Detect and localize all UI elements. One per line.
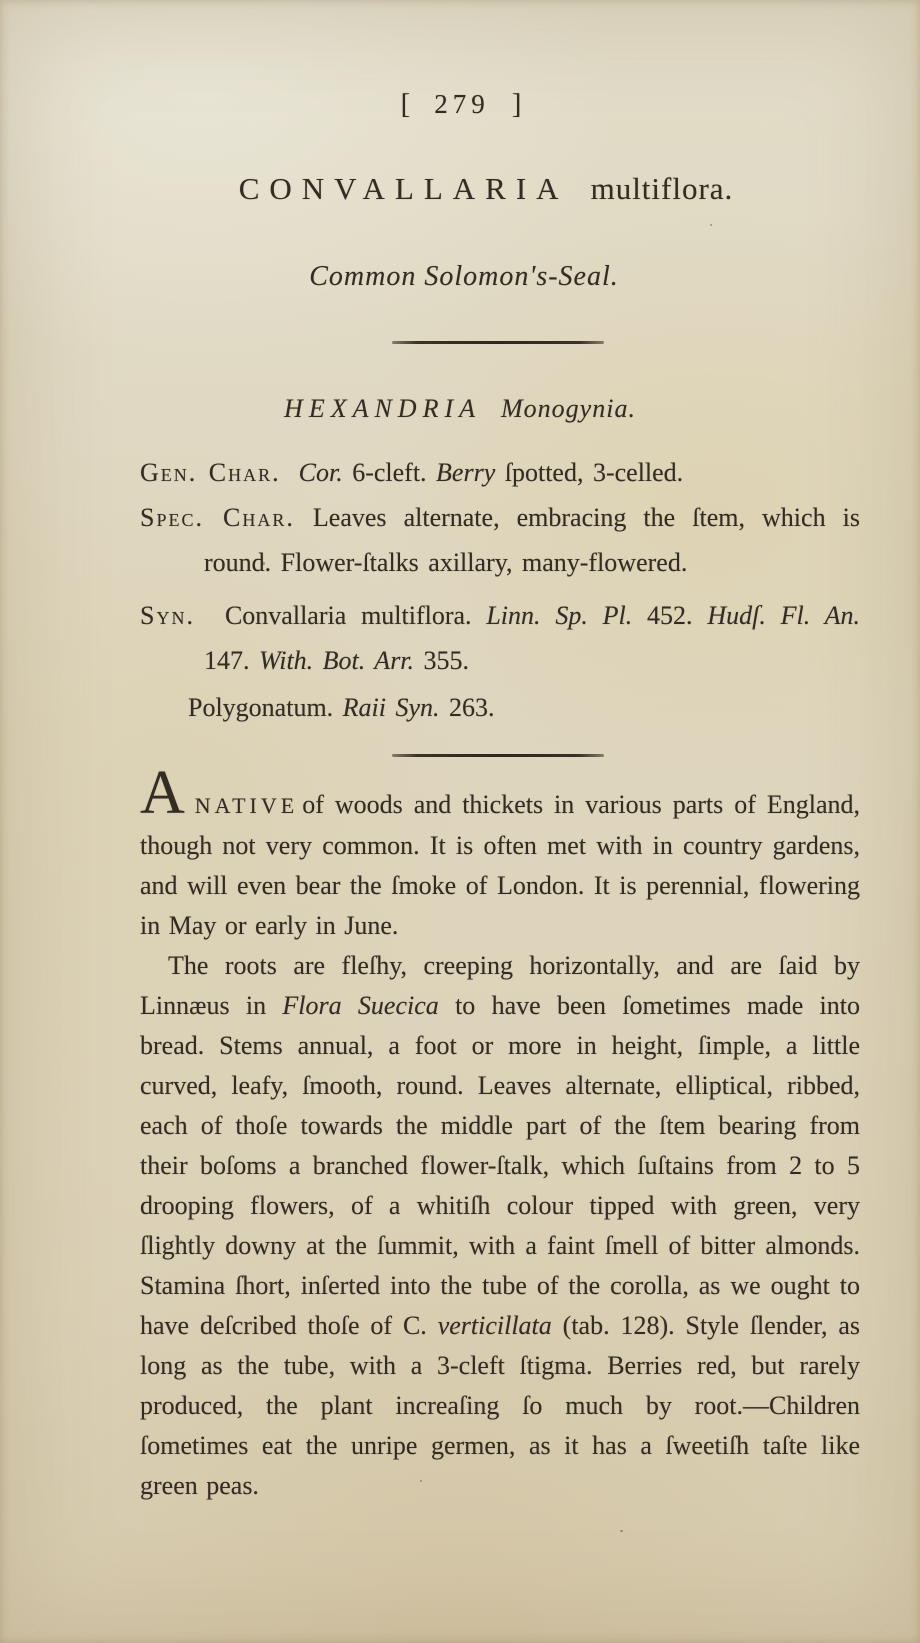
gen-char-label: Gen. Char. xyxy=(140,458,281,487)
paragraph-run: to have been ſometimes made into bread. Stems annual, a foot or more in height, ſimple, a little curved, leafy, ſmooth, round. Leaves alternate, elliptical, ribbed, each of thoſe towards the middle part of the ſtem bearing from their boſoms a branched flower-ſtalk, which ſuſtains from 2 to 5 drooping flowers, of a whitiſh colour tipped with green, very ſlightly downy at the ſummit, with a faint ſmell of bitter almonds. Stamina ſhort, inſerted into the tube of the corolla, as we ought to have deſcribed thoſe of C. xyxy=(140,991,860,1340)
syn-run: 452. xyxy=(632,601,708,630)
description-paragraph-1 xyxy=(140,759,860,946)
spec-char-text: Leaves alternate, embracing the ſtem, which is round. Flower-ſtalks axillary, many-flowered. xyxy=(204,503,860,577)
spec-char-label: Spec. Char. xyxy=(140,503,295,532)
description-text xyxy=(140,759,860,1506)
syn-run: 355. xyxy=(414,646,470,675)
drop-cap: A xyxy=(140,759,187,827)
common-name: Common Solomon's-Seal. xyxy=(309,261,619,292)
syn-run: Hudſ. Fl. An. xyxy=(707,601,860,630)
syn-run: Raii Syn. xyxy=(342,693,440,722)
species-title xyxy=(126,171,846,207)
gen-char-run: Cor. xyxy=(298,458,343,487)
page-number-value: 279 xyxy=(434,89,490,119)
gen-char-run: 6-cleft. xyxy=(342,458,437,487)
syn-run: Polygonatum. xyxy=(188,693,343,722)
generic-character-entry xyxy=(140,450,860,495)
character-entries xyxy=(140,450,860,730)
syn-run: 263. xyxy=(439,693,495,722)
genus-name: CONVALLARIA xyxy=(238,171,569,206)
paragraph-run: verticillata xyxy=(437,1311,552,1340)
divider-rule-top xyxy=(392,341,604,344)
description-paragraph-2 xyxy=(140,946,860,1506)
paragraph-text: of woods and thickets in various parts of England, though not very common. It is often met with in country gardens, and will even bear the ſmoke of London. It is perennial, flowering in May or early in June. xyxy=(140,790,860,940)
divider-rule-middle xyxy=(392,754,604,757)
page-number xyxy=(102,88,822,121)
syn-run: With. Bot. Arr. xyxy=(259,646,415,675)
linnaean-class: HEXANDRIA xyxy=(284,394,482,423)
lead-word: NATIVE xyxy=(194,793,299,818)
species-epithet: multiflora. xyxy=(590,171,734,206)
paragraph-run: (tab. 128). Style ſlender, as long as the tube, with a 3-cleft ſtigma. Berries red, but rarely produced, the plant increaſing ſo much by root.—Children ſometimes eat the unripe germen, as it has a ſweetiſh taſte like green peas. xyxy=(140,1311,860,1500)
syn-run: Convallaria multiflora. xyxy=(224,601,487,630)
synonym-entry xyxy=(140,685,860,730)
syn-run: 147. xyxy=(204,646,259,675)
specific-character-entry xyxy=(140,495,860,585)
gen-char-run: ſpotted, 3-celled. xyxy=(495,458,684,487)
paragraph-run: The roots are fleſhy, creeping horizontally, and are ſaid by Linnæus in xyxy=(140,951,860,1020)
page-number-open-bracket: [ xyxy=(400,88,413,120)
linnaean-order: Monogynia. xyxy=(501,394,636,423)
paragraph-run: Flora Suecica xyxy=(282,991,439,1020)
gen-char-run: Berry xyxy=(436,458,496,487)
classification-line xyxy=(100,394,820,424)
syn-run: Linn. Sp. Pl. xyxy=(486,601,633,630)
page-number-close-bracket: ] xyxy=(511,88,524,120)
synonym-entry xyxy=(140,593,860,683)
syn-label: Syn. xyxy=(140,601,195,630)
